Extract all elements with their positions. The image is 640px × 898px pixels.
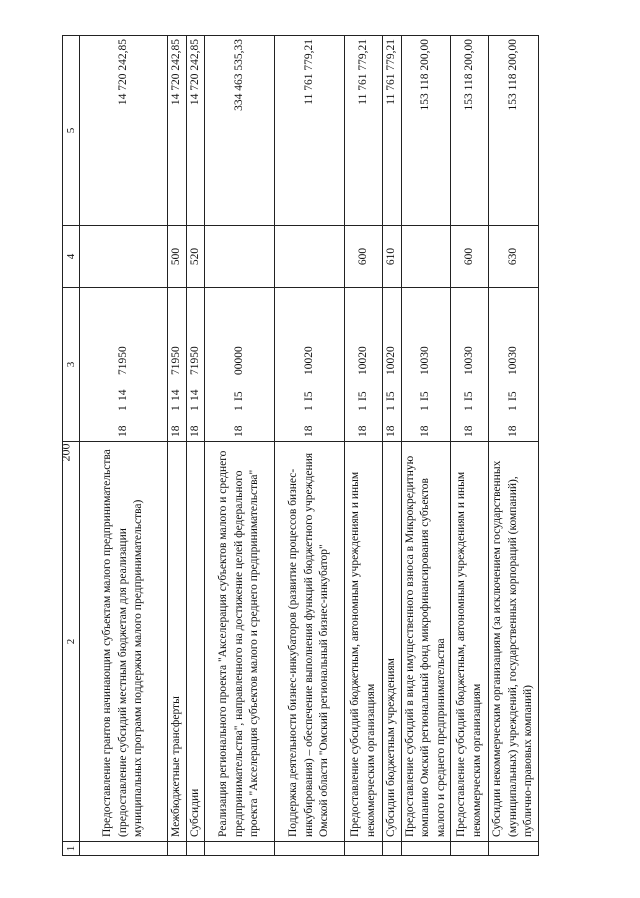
row-expense-type: 600 [451,226,489,288]
row-name: Субсидии [186,442,205,842]
row-code-part: I5 [385,391,398,401]
row-name: Субсидии бюджетным учреждениям [383,442,402,842]
row-code-part: 10020 [356,346,369,375]
row-amount: 11 761 779,21 [383,36,402,226]
row-col1-cell [205,842,275,856]
row-expense-type: 500 [168,226,187,288]
column-header-1: 1 [63,842,80,856]
row-code-part: I5 [232,391,245,401]
page-number: 200 [58,443,73,462]
row-code-part: 00000 [232,346,245,375]
row-code-cell [345,288,383,442]
row-code-cell [186,288,205,442]
table-row [275,36,345,856]
row-code-part: 1 [385,405,398,411]
row-col1-cell [186,842,205,856]
header-row [63,36,80,856]
row-code-part: 18 [462,425,475,437]
row-name: Субсидии некоммерческим организациям (за исключением государственных (муниципальных) учреждений, государственных корпораций (компаний), публично-правовых компаний) [489,442,539,842]
row-code-part: 71950 [116,346,129,375]
row-code-part: I5 [302,391,315,401]
row-code-cell [275,288,345,442]
row-code-part: I5 [462,391,475,401]
table-row [80,36,168,856]
row-expense-type: 600 [345,226,383,288]
row-expense-type: 630 [489,226,539,288]
table-row [451,36,489,856]
table-row [383,36,402,856]
row-code-part: 18 [188,425,201,437]
table-row [205,36,275,856]
row-code-cell [80,288,168,442]
row-name: Межбюджетные трансферты [168,442,187,842]
row-code-part: 1 [116,405,129,411]
row-code-part: 1 [232,405,245,411]
row-code-cell [401,288,451,442]
row-col1-cell [80,842,168,856]
row-code-part: 10020 [302,346,315,375]
row-code-part: 18 [385,425,398,437]
row-col1-cell [451,842,489,856]
table-row [186,36,205,856]
row-expense-type: 610 [383,226,402,288]
column-header-5: 5 [63,36,80,226]
row-col1-cell [168,842,187,856]
row-code-cell [383,288,402,442]
column-header-4: 4 [63,226,80,288]
row-code-cell [489,288,539,442]
row-code-part: I5 [506,391,519,401]
row-code-cell [168,288,187,442]
row-code-part: 18 [419,425,432,437]
row-amount: 153 118 200,00 [401,36,451,226]
row-amount: 153 118 200,00 [451,36,489,226]
row-code-part: 71950 [188,346,201,375]
row-code-cell [451,288,489,442]
row-code-cell [205,288,275,442]
row-expense-type [80,226,168,288]
row-code-part: 10020 [385,346,398,375]
row-col1-cell [275,842,345,856]
row-name: Реализация регионального проекта "Акселерация субъектов малого и среднего предпринимательства", направленного на достижение целей федерального проекта "Акселерация субъектов малого и среднего предпринимательства" [205,442,275,842]
table-row [168,36,187,856]
row-expense-type: 520 [186,226,205,288]
column-header-2: 2 [63,442,80,842]
row-amount: 11 761 779,21 [275,36,345,226]
table-row [345,36,383,856]
row-amount: 153 118 200,00 [489,36,539,226]
row-code-part: 18 [302,425,315,437]
table-row [489,36,539,856]
row-code-part: 18 [356,425,369,437]
column-header-3: 3 [63,288,80,442]
row-name: Предоставление грантов начинающим субъектам малого предпринимательства (предоставление субсидий местным бюджетам для реализации муниципальных программ поддержки малого предпринимательства) [80,442,168,842]
row-name: Предоставление субсидий бюджетным, автономным учреждениям и иным некоммерческим организациям [451,442,489,842]
row-amount: 334 463 535,33 [205,36,275,226]
row-code-part: 71950 [170,346,182,375]
row-col1-cell [489,842,539,856]
budget-table [62,35,539,856]
row-code-part: 18 [232,425,245,437]
row-amount: 11 761 779,21 [345,36,383,226]
row-code-part: 1 [419,405,432,411]
row-expense-type [205,226,275,288]
row-col1-cell [345,842,383,856]
row-code-part: 1 [462,405,475,411]
row-code-part: 10030 [419,346,432,375]
row-code-part: 10030 [462,346,475,375]
row-code-part: I5 [419,391,432,401]
row-code-part: 14 [116,389,129,401]
row-col1-cell [383,842,402,856]
row-expense-type [401,226,451,288]
row-code-part: 1 [188,405,201,411]
row-name: Поддержка деятельности бизнес-инкубаторов (развитие процессов бизнес-инкубирования) – обеспечение выполнения функций бюджетного учреждения Омской области "Омский региональный бизнес-инкубатор" [275,442,345,842]
row-code-part: I5 [356,391,369,401]
row-code-part: 10030 [506,346,519,375]
budget-table-rotated [62,36,535,856]
row-amount: 14 720 242,85 [186,36,205,226]
row-code-part: 1 [506,405,519,411]
row-code-part: 1 [356,405,369,411]
row-code-part: 18 [170,425,182,437]
row-expense-type [275,226,345,288]
row-code-part: 14 [170,389,182,401]
table-row [401,36,451,856]
row-code-part: 1 [302,405,315,411]
row-col1-cell [401,842,451,856]
row-code-part: 14 [188,389,201,401]
row-code-part: 18 [506,425,519,437]
row-amount: 14 720 242,85 [80,36,168,226]
row-code-part: 18 [116,425,129,437]
row-name: Предоставление субсидий в виде имущественного взноса в Микрокредитную компанию Омский региональный фонд микрофинансирования субъектов малого и среднего предпринимательства [401,442,451,842]
row-code-part: 1 [170,405,182,411]
row-amount: 14 720 242,85 [168,36,187,226]
row-name: Предоставление субсидий бюджетным, автономным учреждениям и иным некоммерческим организациям [345,442,383,842]
